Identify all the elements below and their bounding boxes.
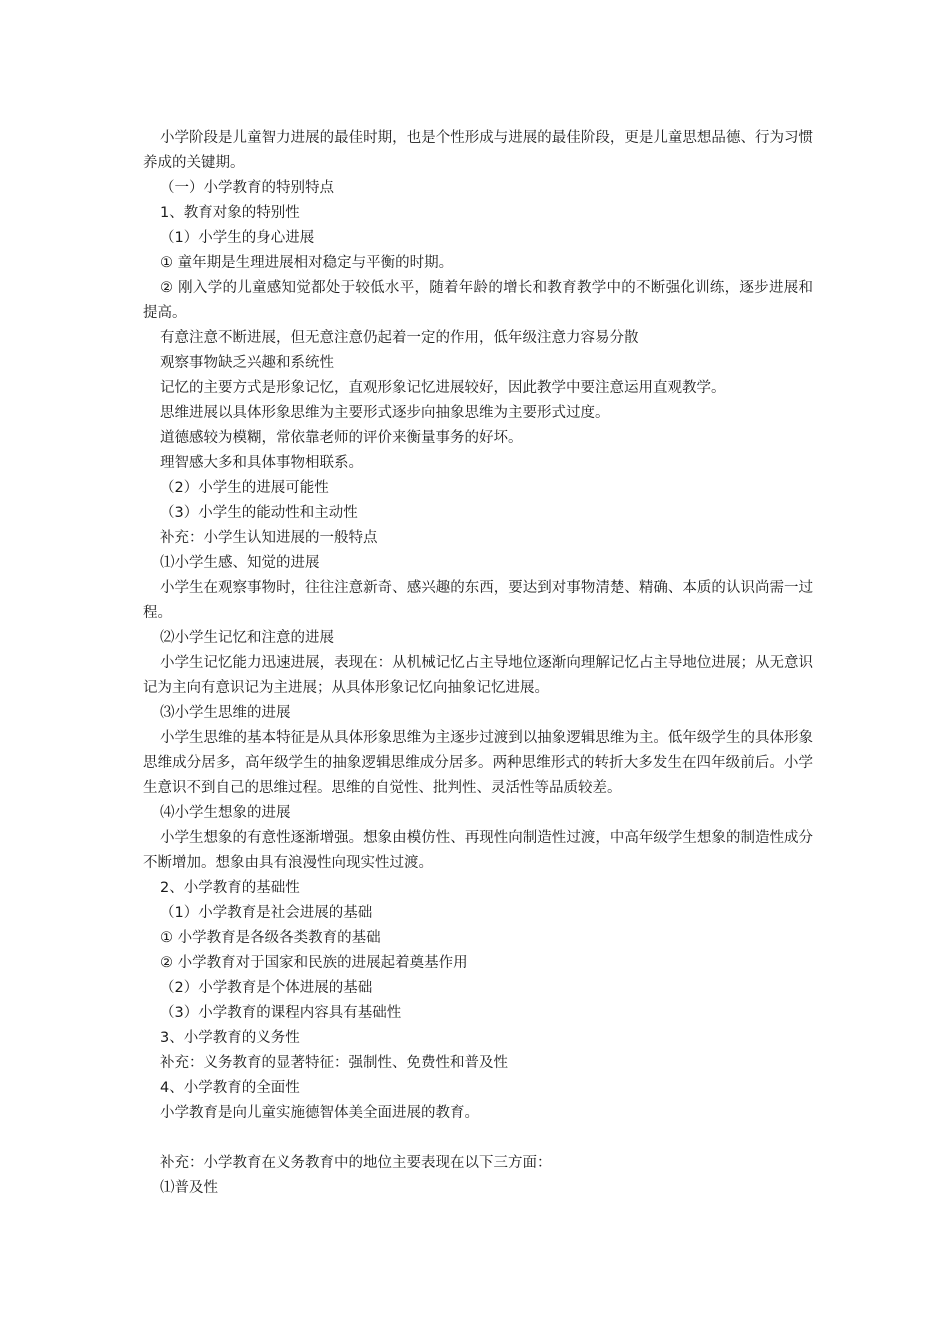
document-body — [143, 126, 813, 1201]
subheading-memory-attention: ⑵小学生记忆和注意的进展 — [160, 630, 334, 646]
paragraph-imagination: 小学生想象的有意性逐渐增强。想象由模仿性、再现性向制造性过渡，中高年级学生想象的制造性成分不断增加。想象由具有浪漫性向现实性过渡。 — [143, 830, 813, 871]
item-universality: ⑴普及性 — [160, 1180, 218, 1196]
heading-2-foundation: 2、小学教育的基础性 — [160, 880, 300, 896]
paragraph-memory-ability: 小学生记忆能力迅速进展，表现在：从机械记忆占主导地位逐渐向理解记忆占主导地位进展；从无意识记为主向有意识记为主进展；从具体形象记忆向抽象记忆进展。 — [143, 655, 813, 696]
item-nation: ② 小学教育对于国家和民族的进展起着奠基作用 — [160, 955, 468, 971]
subheading-possibility: （2）小学生的进展可能性 — [160, 480, 329, 496]
subheading-perception: ⑴小学生感、知觉的进展 — [160, 555, 320, 571]
paragraph-memory: 记忆的主要方式是形象记忆，直观形象记忆进展较好，因此教学中要注意运用直观教学。 — [160, 380, 726, 396]
subheading-physical-mental: （1）小学生的身心进展 — [160, 230, 315, 246]
subheading-curriculum: （3）小学教育的课程内容具有基础性 — [160, 1005, 402, 1021]
paragraph-comprehensive: 小学教育是向儿童实施德智体美全面进展的教育。 — [160, 1105, 479, 1121]
paragraph-attention: 有意注意不断进展，但无意注意仍起着一定的作用，低年级注意力容易分散 — [160, 330, 639, 346]
heading-1-education-object: 1、教育对象的特别性 — [160, 205, 300, 221]
supplement-compulsory: 补充：义务教育的显著特征：强制性、免费性和普及性 — [160, 1055, 508, 1071]
subheading-thinking: ⑶小学生思维的进展 — [160, 705, 291, 721]
paragraph-observation: 观察事物缺乏兴趣和系统性 — [160, 355, 334, 371]
supplement-status: 补充：小学教育在义务教育中的地位主要表现在以下三方面： — [160, 1155, 552, 1171]
paragraph-thinking-features: 小学生思维的基本特征是从具体形象思维为主逐步过渡到以抽象逻辑思维为主。低年级学生的具体形象思维成分居多，高年级学生的抽象逻辑思维成分居多。两种思维形式的转折大多发生在四年级前后。小学生意识不到自己的思维过程。思维的自觉性、批判性、灵活性等品质较差。 — [143, 730, 813, 796]
item-childhood-stable: ① 童年期是生理进展相对稳定与平衡的时期。 — [160, 255, 454, 271]
subheading-initiative: （3）小学生的能动性和主动性 — [160, 505, 358, 521]
subheading-imagination: ⑷小学生想象的进展 — [160, 805, 291, 821]
heading-4-comprehensive: 4、小学教育的全面性 — [160, 1080, 300, 1096]
heading-special-features: （一）小学教育的特别特点 — [160, 180, 334, 196]
subheading-social-foundation: （1）小学教育是社会进展的基础 — [160, 905, 373, 921]
blank-line — [143, 1126, 813, 1151]
paragraph-perception: 小学生在观察事物时，往往注意新奇、感兴趣的东西，要达到对事物清楚、精确、本质的认识尚需一过程。 — [143, 580, 813, 621]
paragraph-intro: 小学阶段是儿童智力进展的最佳时期，也是个性形成与进展的最佳阶段，更是儿童思想品德、行为习惯养成的关键期。 — [143, 130, 813, 171]
item-all-levels: ① 小学教育是各级各类教育的基础 — [160, 930, 381, 946]
heading-3-compulsory: 3、小学教育的义务性 — [160, 1030, 300, 1046]
item-perception-low: ② 刚入学的儿童感知觉都处于较低水平，随着年龄的增长和教育教学中的不断强化训练，逐步进展和提高。 — [143, 280, 813, 321]
supplement-cognitive: 补充：小学生认知进展的一般特点 — [160, 530, 378, 546]
paragraph-thinking: 思维进展以具体形象思维为主要形式逐步向抽象思维为主要形式过度。 — [160, 405, 610, 421]
subheading-individual: （2）小学教育是个体进展的基础 — [160, 980, 373, 996]
paragraph-moral: 道德感较为模糊，常依靠老师的评价来衡量事务的好坏。 — [160, 430, 523, 446]
paragraph-reason: 理智感大多和具体事物相联系。 — [160, 455, 363, 471]
